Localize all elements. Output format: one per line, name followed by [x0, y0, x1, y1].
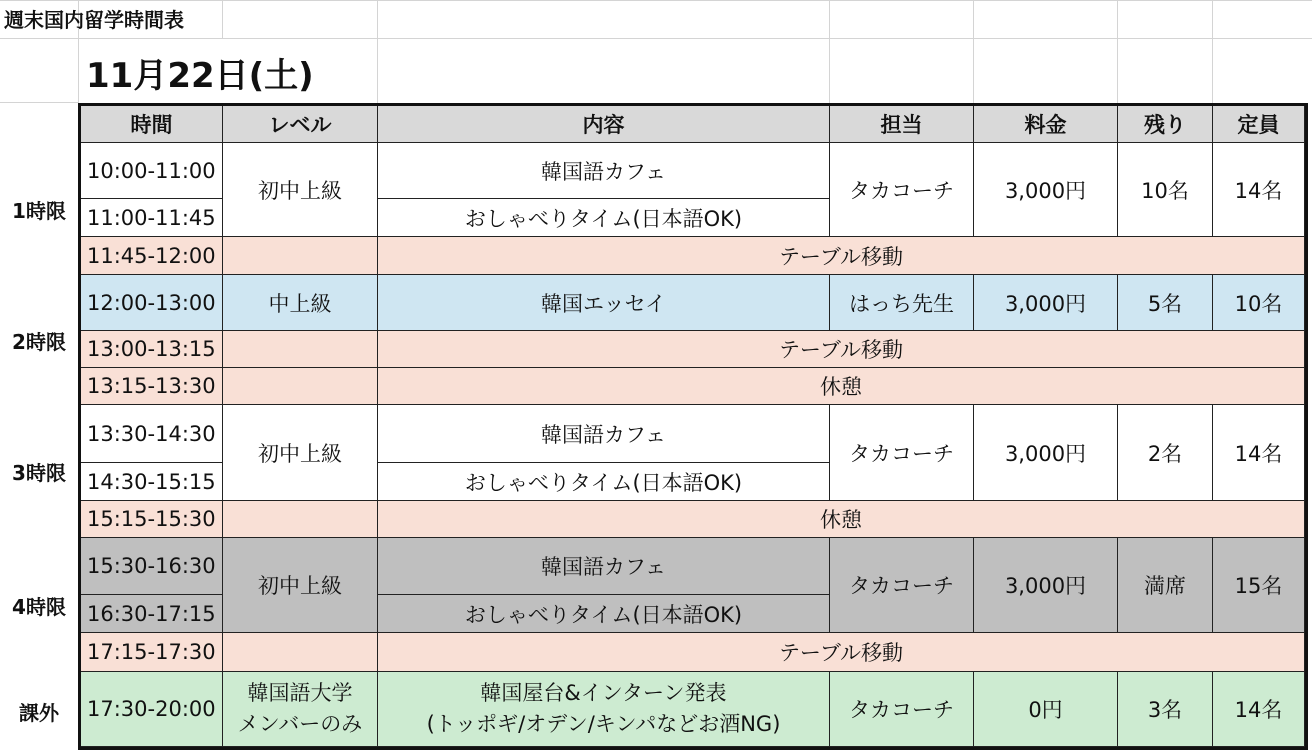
- time-cell: 11:00-11:45: [81, 199, 223, 237]
- period-label-4: 4時限: [0, 538, 78, 672]
- time-cell: 11:45-12:00: [81, 237, 223, 275]
- capacity-cell: 15名: [1213, 538, 1305, 633]
- level-cell: [223, 368, 378, 405]
- fee-cell: 3,000円: [974, 405, 1118, 501]
- remaining-cell: 3名: [1118, 672, 1213, 747]
- time-cell: 13:00-13:15: [81, 331, 223, 368]
- break-cell: 休憩: [378, 501, 1305, 538]
- content-cell: おしゃべりタイム(日本語OK): [378, 595, 830, 633]
- time-cell: 14:30-15:15: [81, 463, 223, 501]
- remaining-cell: 10名: [1118, 143, 1213, 237]
- time-cell: 10:00-11:00: [81, 143, 223, 199]
- level-cell: 初中上級: [223, 143, 378, 237]
- period-label-2: 2時限: [0, 275, 78, 405]
- content-cell: おしゃべりタイム(日本語OK): [378, 199, 830, 237]
- capacity-cell: 14名: [1213, 672, 1305, 747]
- time-cell: 13:30-14:30: [81, 405, 223, 463]
- time-cell: 16:30-17:15: [81, 595, 223, 633]
- level-cell: [223, 633, 378, 672]
- capacity-cell: 14名: [1213, 143, 1305, 237]
- header-fee: 料金: [974, 106, 1118, 143]
- teacher-cell: はっち先生: [830, 275, 974, 331]
- level-cell: [223, 237, 378, 275]
- content-cell: 韓国エッセイ: [378, 275, 830, 331]
- time-cell: 13:15-13:30: [81, 368, 223, 405]
- time-cell: 15:15-15:30: [81, 501, 223, 538]
- level-cell: 初中上級: [223, 538, 378, 633]
- time-cell: 15:30-16:30: [81, 538, 223, 595]
- content-cell: 韓国語カフェ: [378, 405, 830, 463]
- level-cell: [223, 501, 378, 538]
- teacher-cell: タカコーチ: [830, 143, 974, 237]
- content-cell: 韓国語カフェ: [378, 538, 830, 595]
- level-cell: 韓国語大学 メンバーのみ: [223, 672, 378, 747]
- content-cell: おしゃべりタイム(日本語OK): [378, 463, 830, 501]
- header-teacher: 担当: [830, 106, 974, 143]
- teacher-cell: タカコーチ: [830, 538, 974, 633]
- remaining-cell: 5名: [1118, 275, 1213, 331]
- period-label-3: 3時限: [0, 405, 78, 538]
- fee-cell: 3,000円: [974, 275, 1118, 331]
- date-heading: 11月22日(土): [86, 56, 314, 96]
- sheet-title: 週末国内留学時間表: [4, 8, 184, 32]
- break-cell: 休憩: [378, 368, 1305, 405]
- time-cell: 17:15-17:30: [81, 633, 223, 672]
- break-cell: テーブル移動: [378, 633, 1305, 672]
- header-remaining: 残り: [1118, 106, 1213, 143]
- teacher-cell: タカコーチ: [830, 405, 974, 501]
- header-capacity: 定員: [1213, 106, 1305, 143]
- capacity-cell: 10名: [1213, 275, 1305, 331]
- level-cell: 中上級: [223, 275, 378, 331]
- remaining-cell: 満席: [1118, 538, 1213, 633]
- break-cell: テーブル移動: [378, 331, 1305, 368]
- period-label-extra: 課外: [0, 672, 78, 750]
- fee-cell: 3,000円: [974, 538, 1118, 633]
- remaining-cell: 2名: [1118, 405, 1213, 501]
- time-cell: 12:00-13:00: [81, 275, 223, 331]
- header-level: レベル: [223, 106, 378, 143]
- fee-cell: 0円: [974, 672, 1118, 747]
- capacity-cell: 14名: [1213, 405, 1305, 501]
- break-cell: テーブル移動: [378, 237, 1305, 275]
- teacher-cell: タカコーチ: [830, 672, 974, 747]
- header-content: 内容: [378, 106, 830, 143]
- header-time: 時間: [81, 106, 223, 143]
- content-cell: 韓国屋台&インターン発表 (トッポギ/オデン/キンパなどお酒NG): [378, 672, 830, 747]
- period-label-1: 1時限: [0, 143, 78, 275]
- level-cell: [223, 331, 378, 368]
- content-cell: 韓国語カフェ: [378, 143, 830, 199]
- level-cell: 初中上級: [223, 405, 378, 501]
- fee-cell: 3,000円: [974, 143, 1118, 237]
- time-cell: 17:30-20:00: [81, 672, 223, 747]
